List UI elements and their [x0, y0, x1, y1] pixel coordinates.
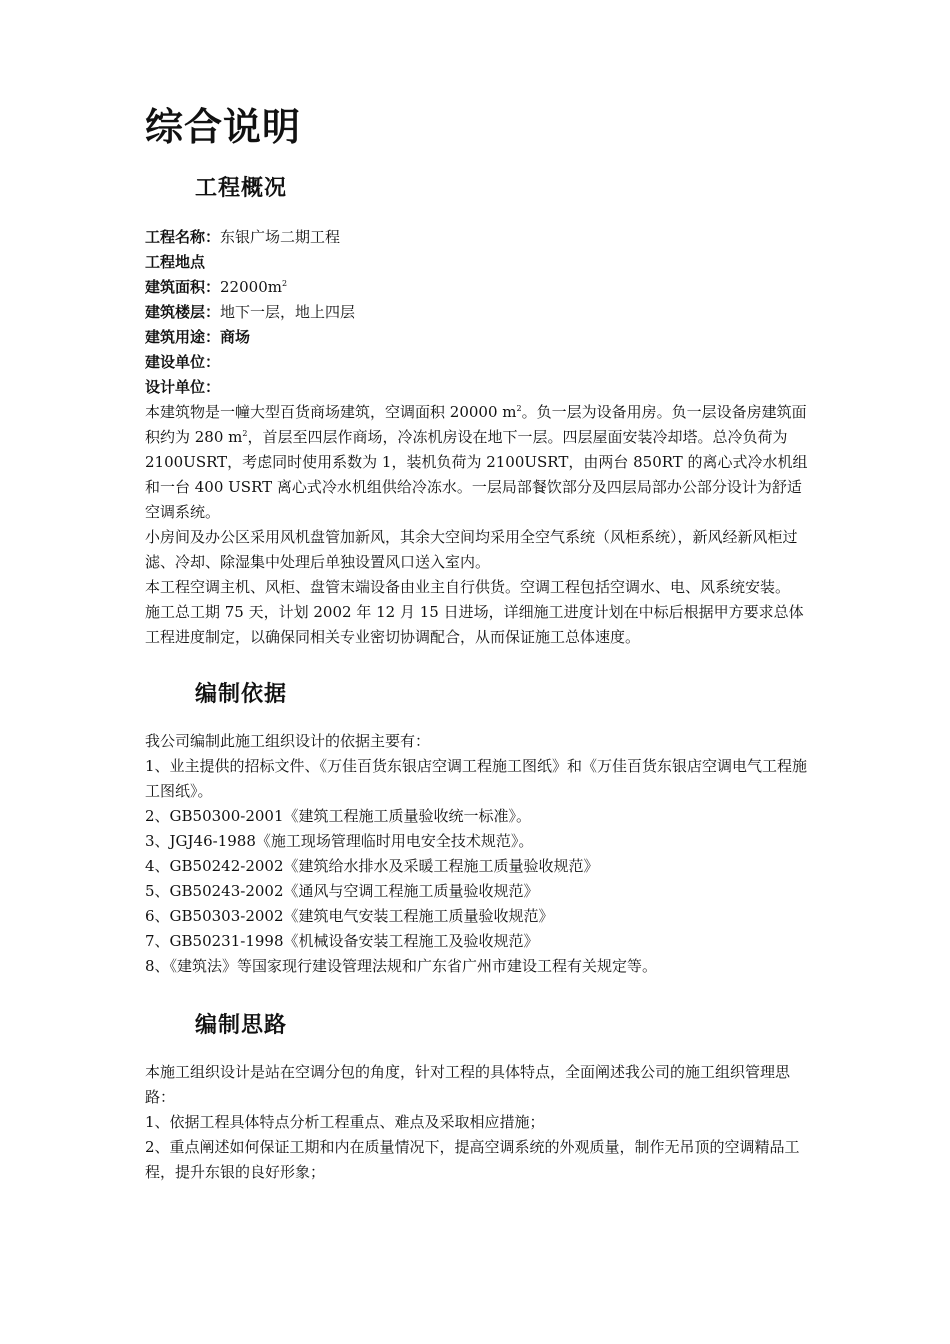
- field-project-name: [145, 225, 809, 250]
- overview-paragraph-1: [145, 400, 809, 525]
- field-label: 建筑用途：: [145, 328, 221, 346]
- basis-intro: 我公司编制此施工组织设计的依据主要有：: [145, 732, 431, 750]
- basis-item: 7、GB50231-1998《机械设备安装工程施工及验收规范》: [145, 932, 539, 950]
- overview-paragraph-3: 本工程空调主机、风柜、盘管末端设备由业主自行供货。空调工程包括空调水、电、风系统安装。: [145, 578, 791, 596]
- field-value: 22000m: [220, 278, 282, 296]
- overview-paragraph-4: 施工总工期 75 天，计划 2002 年 12 月 15 日进场，详细施工进度计划在中标后根据甲方要求总体工程进度制定，以确保同相关专业密切协调配合，从而保证施工总体速度。: [145, 603, 804, 646]
- superscript: 2: [516, 404, 522, 413]
- field-value: 地下一层，地上四层: [220, 303, 356, 321]
- approach-intro: 本施工组织设计是站在空调分包的角度，针对工程的具体特点，全面阐述我公司的施工组织管理思路：: [145, 1063, 791, 1106]
- text-run: 本建筑物是一幢大型百货商场建筑，空调面积 20000 m: [145, 403, 517, 421]
- basis-item: 3、JGJ46-1988《施工现场管理临时用电安全技术规范》。: [145, 832, 534, 850]
- basis-item: 6、GB50303-2002《建筑电气安装工程施工质量验收规范》: [145, 907, 554, 925]
- superscript: 2: [242, 429, 248, 438]
- field-label: 设计单位：: [145, 378, 221, 396]
- field-design-unit: [145, 375, 809, 400]
- document-body: [145, 102, 809, 1185]
- field-label: 建筑楼层：: [145, 303, 221, 321]
- field-label: 建设单位：: [145, 353, 221, 371]
- field-construction-unit: [145, 350, 809, 375]
- field-value: 商场: [220, 328, 251, 346]
- overview-paragraph-2: 小房间及办公区采用风机盘管加新风，其余大空间均采用全空气系统（风柜系统），新风经新风柜过滤、冷却、除湿集中处理后单独设置风口送入室内。: [145, 528, 798, 571]
- section-heading-overview: 工程概况: [195, 176, 288, 201]
- text-run: ，首层至四层作商场，冷冻机房设在地下一层。四层屋面安装冷却塔。总冷负荷为 2100USRT，考虑同时使用系数为 1，装机负荷为 2100USRT，由两台 850RT 的离心式冷水机组和一台 400 USRT 离心式冷水机组供给冷冻水。一层局部餐饮部分及四层局部办公部分设计为舒适空调系统。: [145, 428, 808, 521]
- basis-item: 2、GB50300-2001《建筑工程施工质量验收统一标准》。: [145, 807, 532, 825]
- basis-item: 1、业主提供的招标文件、《万佳百货东银店空调工程施工图纸》和《万佳百货东银店空调电气工程施工图纸》。: [145, 757, 808, 800]
- field-building-use: [145, 325, 809, 350]
- field-building-floors: [145, 300, 809, 325]
- basis-item: 5、GB50243-2002《通风与空调工程施工质量验收规范》: [145, 882, 539, 900]
- field-label: 工程地点: [145, 253, 206, 271]
- section-heading-approach: 编制思路: [195, 1013, 288, 1038]
- field-building-area: [145, 275, 809, 300]
- field-label: 工程名称：: [145, 228, 221, 246]
- section-heading-basis: 编制依据: [195, 682, 288, 707]
- field-label: 建筑面积：: [145, 278, 221, 296]
- field-project-location: [145, 250, 809, 275]
- approach-item: 2、重点阐述如何保证工期和内在质量情况下，提高空调系统的外观质量，制作无吊顶的空调精品工程，提升东银的良好形象；: [145, 1138, 800, 1181]
- field-value: 东银广场二期工程: [220, 228, 341, 246]
- approach-item: 1、依据工程具体特点分析工程重点、难点及采取相应措施；: [145, 1113, 545, 1131]
- text-run: 。负一层为设备用房。负一层设备房建筑面积约为 280 m: [145, 403, 807, 446]
- document-title: 综合说明: [145, 105, 302, 149]
- basis-item: 8、《建筑法》等国家现行建设管理法规和广东省广州市建设工程有关规定等。: [145, 957, 658, 975]
- basis-item: 4、GB50242-2002《建筑给水排水及采暖工程施工质量验收规范》: [145, 857, 599, 875]
- superscript: 2: [281, 279, 288, 288]
